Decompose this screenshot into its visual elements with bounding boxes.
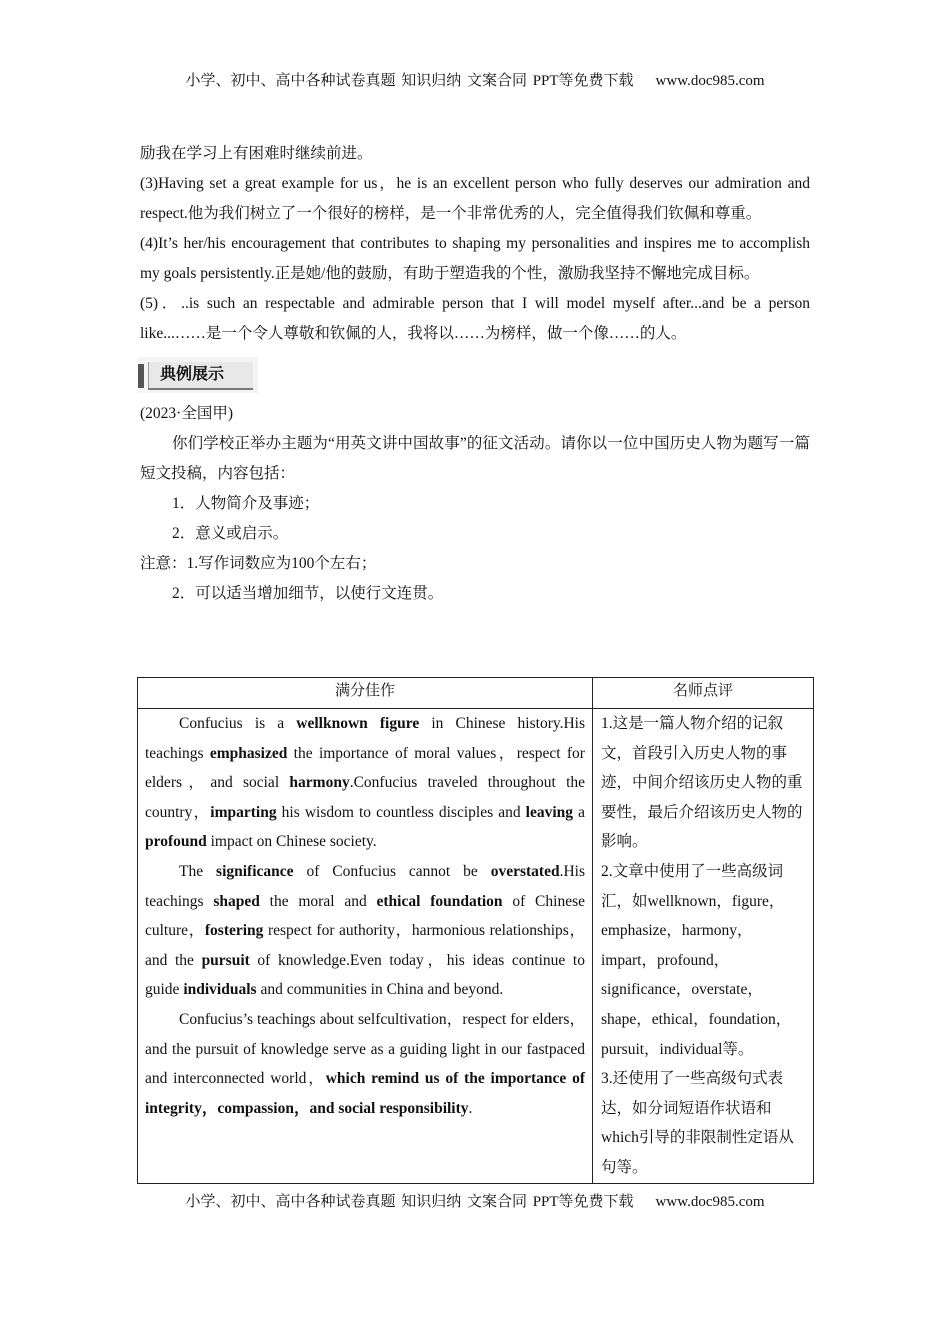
essay-text: Confucius’s teachings about selfcultivation，respect for elders，and the pursuit of knowledge serve as a guiding light in our fastpaced and interconnected world，: [145, 1010, 585, 1088]
highlighted-phrase: pursuit: [201, 951, 250, 969]
header-url: www.doc985.com: [655, 73, 765, 89]
table-header-row: [138, 678, 814, 709]
highlighted-phrase: significance: [216, 862, 294, 880]
section-heading: [138, 357, 258, 393]
document-body: [140, 139, 810, 609]
highlighted-phrase: leaving: [525, 803, 574, 821]
essay-paragraph: [145, 1005, 585, 1123]
section-title: 典例展示: [160, 364, 225, 383]
essay-text: impact on Chinese society.: [206, 833, 377, 851]
highlighted-phrase: wellknown figure: [296, 715, 420, 732]
example-table: [137, 677, 814, 1184]
essay-text: The: [179, 862, 217, 880]
highlighted-phrase: overstated: [490, 862, 560, 880]
review-cell: [593, 709, 814, 1184]
essay-text: Confucius is a: [179, 715, 297, 732]
paragraph: (3)Having set a great example for us，he is an excellent person who fully deserves our admiration and respect.他为我们树立了一个很好的榜样，是一个非常优秀的人，完全值得我们钦佩和尊重。: [140, 175, 810, 222]
essay-text: .His teachings: [145, 862, 585, 910]
prompt: 你们学校正举办主题为“用英文讲中国故事”的征文活动。请你以一位中国历史人物为题写一篇短文投稿，内容包括：: [140, 435, 810, 482]
essay-text: respect for authority，harmonious relationships，and the: [145, 922, 585, 969]
note: 2．可以适当增加细节，以使行文连贯。: [172, 585, 444, 602]
column-header-essay: 满分佳作: [138, 678, 593, 709]
page-footer: [0, 1190, 950, 1211]
footer-text: 小学、初中、高中各种试卷真题 知识归纳 文案合同 PPT等免费下载: [185, 1194, 634, 1210]
essay-text: in Chinese history.His teachings: [145, 715, 586, 762]
review-point: 1.这是一篇人物介绍的记叙文，首段引入历史人物的事迹，中间介绍该历史人物的重要性，最后介绍该历史人物的影响。: [601, 715, 803, 851]
highlighted-phrase: imparting: [210, 803, 277, 821]
highlighted-phrase: ethical foundation: [376, 892, 503, 910]
essay-text: the moral and: [259, 892, 377, 910]
page-header: [0, 69, 950, 90]
essay-text: .Confucius traveled throughout the country，: [145, 774, 586, 821]
highlighted-phrase: fostering: [204, 922, 264, 940]
note: 注意：1.写作词数应为100个左右；: [140, 555, 377, 572]
essay-paragraph: [145, 709, 585, 857]
essay-text: .: [468, 1099, 473, 1117]
paragraph: (4)It’s her/his encouragement that contributes to shaping my personalities and inspires me to accomplish my goals persistently.正是她/他的鼓励，有助于塑造我的个性，激励我坚持不懈地完成目标。: [140, 235, 810, 282]
highlighted-phrase: profound: [145, 833, 207, 851]
essay-cell: [138, 709, 593, 1184]
review-point: 3.还使用了一些高级句式表达，如分词短语作状语和which引导的非限制性定语从句等。: [601, 1070, 794, 1176]
highlighted-phrase: which remind us of the importance of integrity，compassion，and social responsibility: [145, 1070, 585, 1117]
point: 1．人物简介及事迹；: [172, 495, 320, 512]
essay-text: a: [573, 803, 585, 821]
header-text: 小学、初中、高中各种试卷真题 知识归纳 文案合同 PPT等免费下载: [185, 73, 634, 89]
highlighted-phrase: individuals: [183, 981, 257, 999]
highlighted-phrase: harmony: [289, 774, 350, 792]
essay-text: his wisdom to countless disciples and: [276, 803, 526, 821]
column-header-review: 名师点评: [593, 678, 814, 709]
footer-url: www.doc985.com: [655, 1194, 765, 1210]
essay-paragraph: [145, 857, 585, 1005]
essay-text: the importance of moral values，respect for elders，and social: [145, 744, 585, 792]
point: 2．意义或启示。: [172, 525, 289, 542]
essay-text: of Confucius cannot be: [293, 862, 491, 880]
paragraph: (5)．..is such an respectable and admirable person that I will model myself after...and be a person like...……是一个令人尊敬和钦佩的人，我将以……为榜样，做一个像……的人。: [140, 295, 810, 342]
paragraph: 励我在学习上有困难时继续前进。: [140, 145, 373, 162]
highlighted-phrase: shaped: [213, 892, 260, 910]
highlighted-phrase: emphasized: [209, 744, 288, 762]
essay-text: of knowledge.Even today，his ideas continue to guide: [145, 951, 585, 999]
source-label: (2023·全国甲): [140, 405, 233, 422]
review-point: 2.文章中使用了一些高级词汇，如wellknown，figure，emphasize，harmony，impart，profound，significance，overstate，shape，ethical，foundation，pursuit，individual等。: [601, 862, 792, 1058]
table-row: [138, 709, 814, 1184]
essay-text: and communities in China and beyond.: [256, 981, 504, 999]
essay-text: of Chinese culture，: [145, 892, 585, 940]
